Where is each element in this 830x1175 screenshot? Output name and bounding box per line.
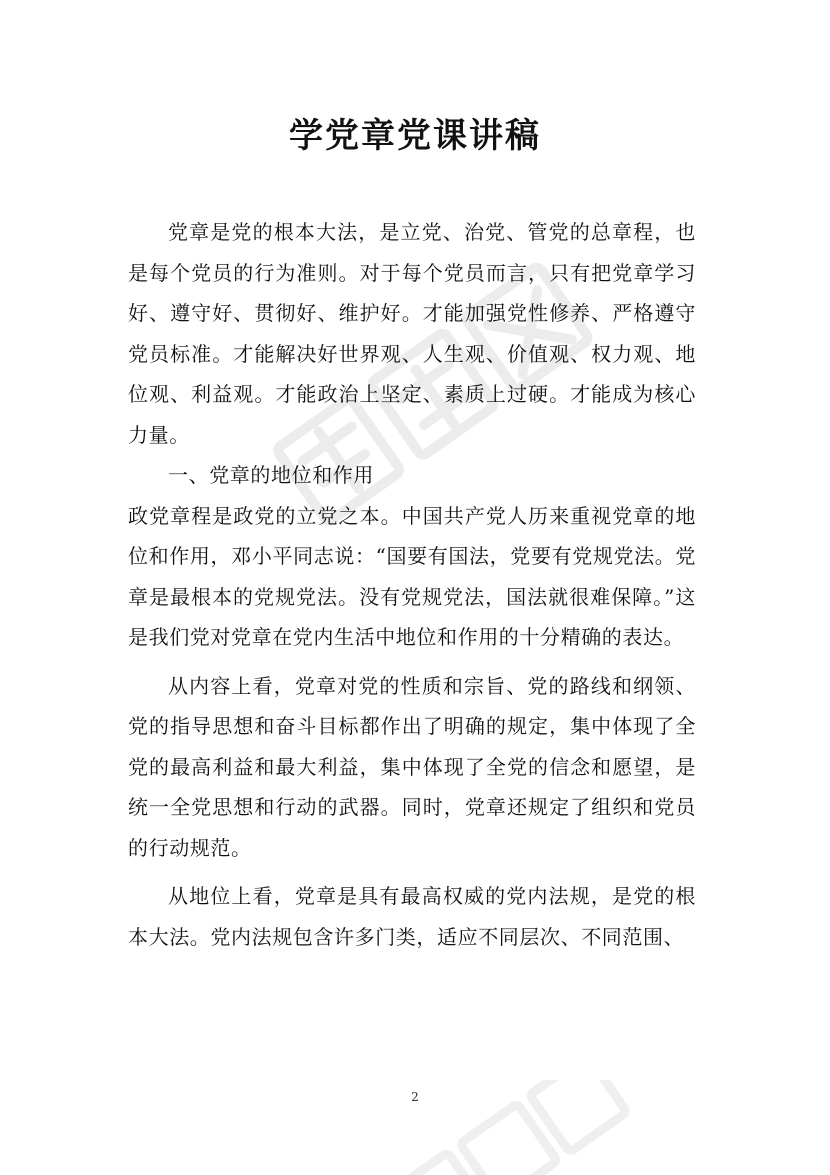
page-number: 2 (411, 1090, 419, 1104)
paragraph-position: 从地位上看，党章是具有最高权威的党内法规，是党的根本大法。党内法规包含许多门类，适应不同层次、不同范围、 (128, 884, 696, 949)
document-title: 学党章党课讲稿 (289, 116, 541, 156)
paragraph-status: 政党章程是政党的立党之本。中国共产党人历来重视党章的地位和作用，邓小平同志说：“国要有国法，党要有党规党法。党章是最根本的党规党法。没有党规党法，国法就很难保障。”这是我们党对党章在党内生活中地位和作用的十分精确的表达。 (128, 503, 696, 649)
paragraph-content: 从内容上看，党章对党的性质和宗旨、党的路线和纲领、党的指导思想和奋斗目标都作出了明确的规定，集中体现了全党的最高利益和最大利益，集中体现了全党的信念和愿望，是统一全党思想和行动的武器。同时，党章还规定了组织和党员的行动规范。 (128, 673, 696, 860)
section-heading: 一、党章的地位和作用 (168, 463, 374, 487)
document-body (128, 212, 696, 957)
paragraph-intro: 党章是党的根本大法，是立党、治党、管党的总章程，也是每个党员的行为准则。对于每个党员而言，只有把党章学习好、遵守好、贯彻好、维护好。才能加强党性修养、严格遵守党员标准。才能解决好世界观、人生观、价值观、权力观、地位观、利益观。才能政治上坚定、素质上过硬。才能成为核心力量。 (128, 220, 696, 447)
